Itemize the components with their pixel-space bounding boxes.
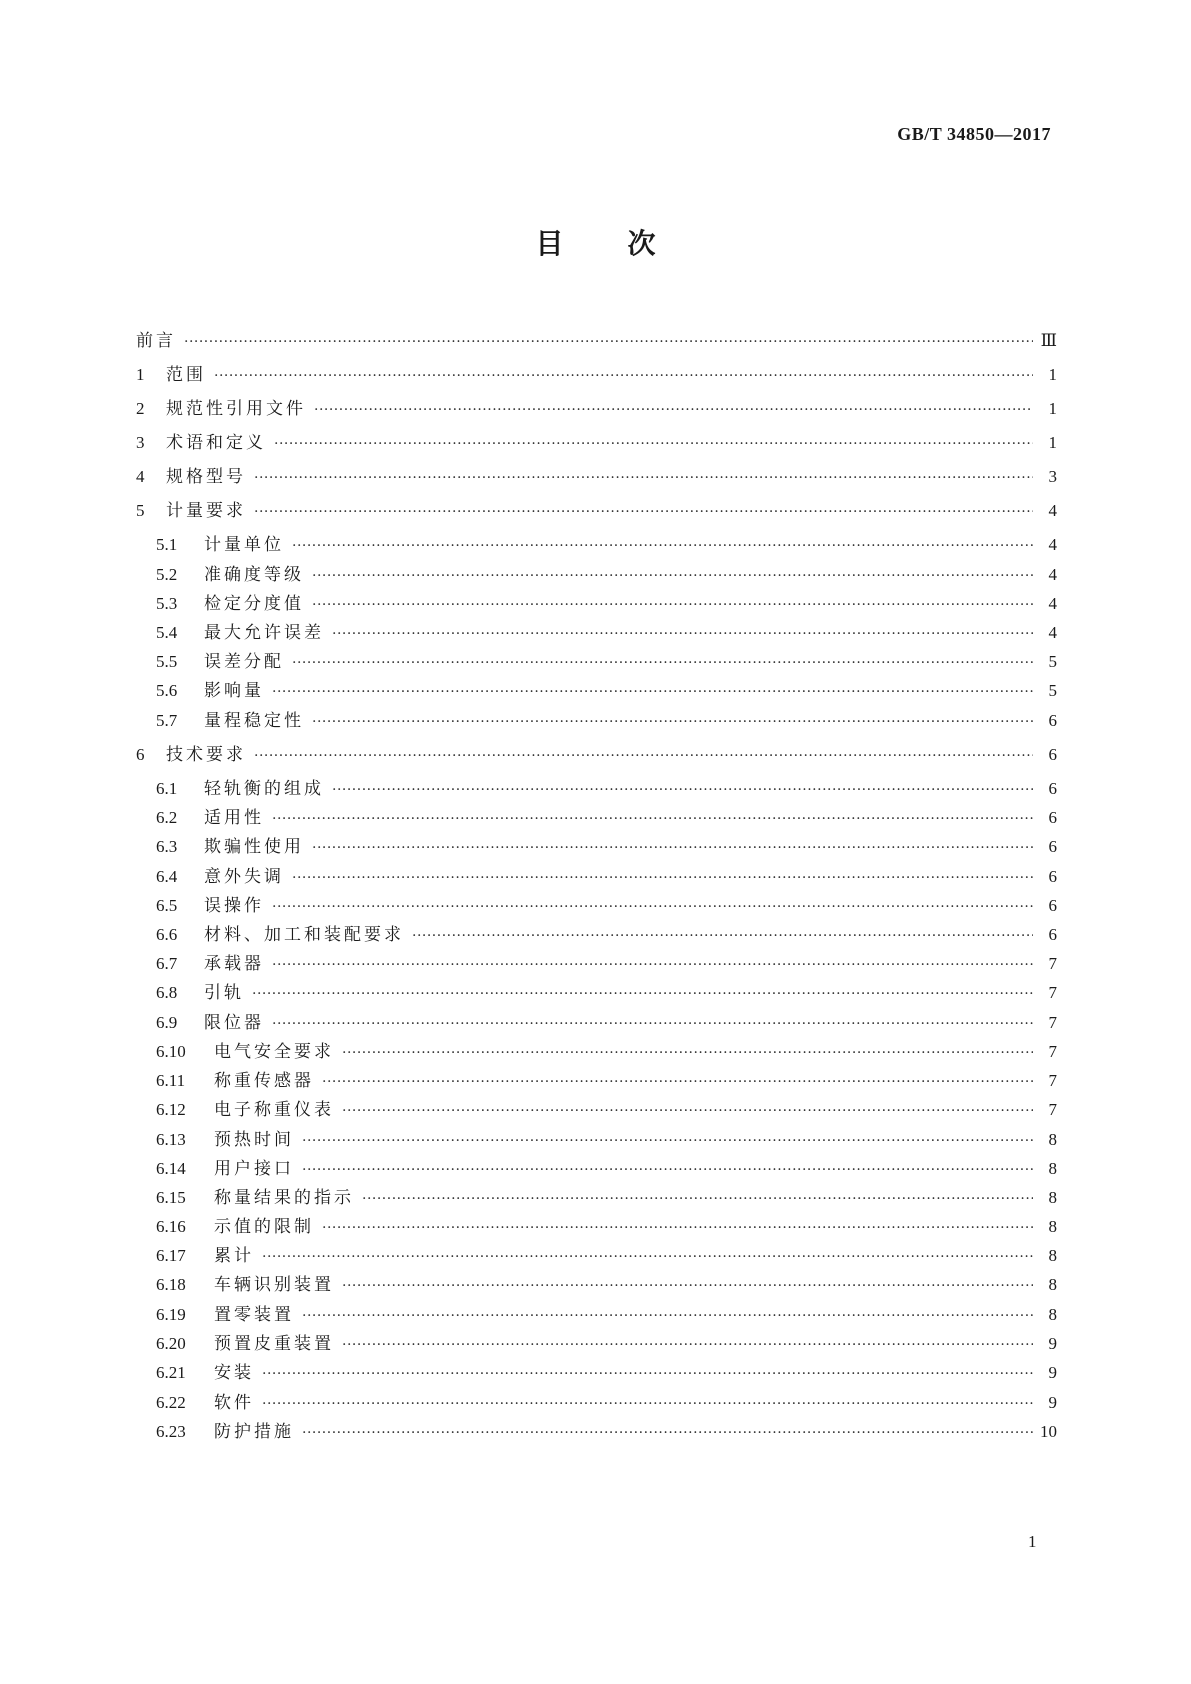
toc-entry-page: 8 [1048, 1217, 1057, 1236]
toc-entry-page: 6 [1048, 837, 1057, 856]
footer-page-number: 1 [1028, 1532, 1037, 1551]
toc-entry[interactable] [136, 1419, 1057, 1445]
toc-leader-dots [312, 563, 1033, 589]
toc-entry[interactable] [136, 362, 1057, 388]
toc-entry-number: 4 [136, 467, 145, 486]
toc-entry[interactable] [136, 1068, 1057, 1094]
toc-entry-number: 5.5 [156, 652, 178, 671]
page-title: 目次 [535, 227, 720, 260]
toc-leader-dots [314, 397, 1033, 423]
toc-entry-label: 示值的限制 [214, 1217, 314, 1237]
toc-entry[interactable] [136, 396, 1057, 422]
toc-entry-page: 7 [1048, 1100, 1057, 1119]
toc-entry[interactable] [136, 1243, 1057, 1269]
toc-leader-dots [302, 1128, 1033, 1154]
toc-entry-page: 6 [1048, 779, 1057, 798]
toc-entry-page: 6 [1048, 867, 1057, 886]
toc-leader-dots [342, 1098, 1033, 1124]
toc-entry-number: 6.13 [156, 1130, 186, 1149]
toc-entry-page: 6 [1048, 711, 1057, 730]
toc-leader-dots [312, 835, 1033, 861]
toc-entry[interactable] [136, 678, 1057, 704]
toc-entry-label: 电气安全要求 [214, 1042, 334, 1062]
toc-entry[interactable] [136, 562, 1057, 588]
toc-entry-label: 置零装置 [214, 1305, 294, 1325]
toc-entry-number: 6.20 [156, 1334, 186, 1353]
toc-leader-dots [254, 499, 1033, 525]
toc-leader-dots [214, 363, 1033, 389]
toc-entry-label: 车辆识别装置 [214, 1275, 334, 1295]
toc-entry-label: 称重传感器 [214, 1071, 314, 1091]
toc-entry-number: 6.23 [156, 1422, 186, 1441]
toc-entry[interactable] [136, 951, 1057, 977]
toc-entry[interactable] [136, 776, 1057, 802]
toc-leader-dots [272, 1011, 1033, 1037]
toc-entry-label: 最大允许误差 [204, 623, 324, 643]
toc-entry-page: 4 [1048, 565, 1057, 584]
toc-entry-number: 6.14 [156, 1159, 186, 1178]
toc-entry-label: 电子称重仪表 [214, 1100, 334, 1120]
toc-entry-label: 误操作 [204, 896, 264, 916]
toc-leader-dots [254, 465, 1033, 491]
toc-entry-label: 适用性 [204, 808, 264, 828]
toc-leader-dots [272, 806, 1033, 832]
toc-entry-label: 轻轨衡的组成 [204, 779, 324, 799]
toc-entry-page: 6 [1048, 745, 1057, 764]
toc-entry-page: 8 [1048, 1188, 1057, 1207]
toc-entry-page: 6 [1048, 925, 1057, 944]
toc-entry[interactable] [136, 1185, 1057, 1211]
toc-leader-dots [332, 777, 1033, 803]
toc-entry-page: 3 [1048, 467, 1057, 486]
toc-entry-page: 1 [1048, 365, 1057, 384]
toc-entry[interactable] [136, 834, 1057, 860]
toc-entry[interactable] [136, 805, 1057, 831]
toc-entry-number: 6.18 [156, 1275, 186, 1294]
toc-entry[interactable] [136, 620, 1057, 646]
toc-entry-number: 5.4 [156, 623, 178, 642]
toc-leader-dots [262, 1391, 1033, 1417]
toc-leader-dots [184, 329, 1033, 355]
toc-leader-dots [342, 1273, 1033, 1299]
toc-entry-page: 4 [1048, 623, 1057, 642]
toc-leader-dots [252, 981, 1033, 1007]
toc-entry-number: 6.6 [156, 925, 178, 944]
toc-entry-number: 6.21 [156, 1363, 186, 1382]
toc-entry-page: 4 [1048, 535, 1057, 554]
toc-entry[interactable] [136, 922, 1057, 948]
toc-entry-label: 前言 [136, 331, 176, 351]
toc-entry-page: 6 [1048, 808, 1057, 827]
toc-entry-number: 6.4 [156, 867, 178, 886]
toc-entry-label: 误差分配 [204, 652, 284, 672]
toc-entry[interactable] [136, 1039, 1057, 1065]
toc-entry-number: 2 [136, 399, 145, 418]
toc-entry-label: 准确度等级 [204, 565, 304, 585]
toc-entry-page: 5 [1048, 652, 1057, 671]
toc-entry-number: 6.10 [156, 1042, 186, 1061]
toc-entry-number: 6.12 [156, 1100, 186, 1119]
toc-entry[interactable] [136, 980, 1057, 1006]
toc-entry-label: 术语和定义 [166, 433, 266, 453]
toc-entry-number: 6.11 [156, 1071, 186, 1090]
toc-entry-number: 6.19 [156, 1305, 186, 1324]
toc-entry[interactable] [136, 1331, 1057, 1357]
toc-entry-number: 6.1 [156, 779, 178, 798]
toc-leader-dots [362, 1186, 1033, 1212]
toc-entry[interactable] [136, 532, 1057, 558]
toc-entry-label: 防护措施 [214, 1422, 294, 1442]
toc-entry-number: 6.3 [156, 837, 178, 856]
toc-entry-page: 8 [1048, 1305, 1057, 1324]
toc-leader-dots [292, 865, 1033, 891]
toc-entry-page: 7 [1048, 983, 1057, 1002]
toc-entry-number: 6.9 [156, 1013, 178, 1032]
toc-entry-number: 5.3 [156, 594, 178, 613]
toc-entry-number: 1 [136, 365, 145, 384]
toc-entry-page: 6 [1048, 896, 1057, 915]
toc-entry-label: 影响量 [204, 681, 264, 701]
toc-entry-page: 8 [1048, 1246, 1057, 1265]
toc-entry-number: 6.17 [156, 1246, 186, 1265]
toc-entry[interactable] [136, 893, 1057, 919]
toc-leader-dots [322, 1215, 1033, 1241]
toc-entry-label: 欺骗性使用 [204, 837, 304, 857]
toc-leader-dots [412, 923, 1033, 949]
standard-code: GB/T 34850—2017 [897, 124, 1051, 144]
toc-leader-dots [302, 1303, 1033, 1329]
toc-entry-page: 9 [1048, 1363, 1057, 1382]
toc-entry-label: 计量要求 [166, 501, 246, 521]
toc-entry-page: 7 [1048, 1071, 1057, 1090]
toc-entry-page: 7 [1048, 954, 1057, 973]
toc-entry-number: 6 [136, 745, 145, 764]
toc-entry[interactable] [136, 708, 1057, 734]
toc-entry-label: 安装 [214, 1363, 254, 1383]
toc-entry-page: 4 [1048, 501, 1057, 520]
toc-leader-dots [254, 743, 1033, 769]
toc-entry-page: 8 [1048, 1130, 1057, 1149]
toc-entry-page: 7 [1048, 1013, 1057, 1032]
toc-leader-dots [342, 1040, 1033, 1066]
toc-entry[interactable] [136, 1156, 1057, 1182]
toc-entry-label: 技术要求 [166, 745, 246, 765]
toc-entry-number: 6.5 [156, 896, 178, 915]
toc-entry[interactable] [136, 1010, 1057, 1036]
toc-leader-dots [322, 1069, 1033, 1095]
toc-entry-label: 用户接口 [214, 1159, 294, 1179]
toc-entry-number: 6.8 [156, 983, 178, 1002]
toc-entry-label: 软件 [214, 1393, 254, 1413]
toc-entry[interactable] [136, 1272, 1057, 1298]
toc-entry-page: 7 [1048, 1042, 1057, 1061]
toc-entry-label: 计量单位 [204, 535, 284, 555]
toc-entry-label: 预置皮重装置 [214, 1334, 334, 1354]
toc-entry[interactable] [136, 591, 1057, 617]
toc-entry[interactable] [136, 742, 1057, 768]
toc-entry-page: 9 [1048, 1334, 1057, 1353]
toc-entry-number: 5.6 [156, 681, 178, 700]
toc-leader-dots [272, 952, 1033, 978]
toc-entry-label: 范围 [166, 365, 206, 385]
toc-leader-dots [262, 1361, 1033, 1387]
toc-entry-label: 称量结果的指示 [214, 1188, 354, 1208]
toc-entry-label: 限位器 [204, 1013, 264, 1033]
toc-entry-number: 5.1 [156, 535, 178, 554]
toc-entry-label: 承载器 [204, 954, 264, 974]
toc-leader-dots [302, 1420, 1033, 1446]
toc-entry-page: 1 [1048, 433, 1057, 452]
toc-leader-dots [272, 894, 1033, 920]
toc-entry-page: 10 [1040, 1422, 1057, 1441]
toc-entry[interactable] [136, 1302, 1057, 1328]
toc-entry[interactable] [136, 1390, 1057, 1416]
toc-entry-label: 量程稳定性 [204, 711, 304, 731]
toc-entry[interactable] [136, 1097, 1057, 1123]
toc-entry-number: 6.15 [156, 1188, 186, 1207]
toc-entry[interactable] [136, 864, 1057, 890]
toc-entry-number: 5.2 [156, 565, 178, 584]
toc-entry[interactable] [136, 464, 1057, 490]
toc-entry[interactable] [136, 1127, 1057, 1153]
toc-entry-label: 检定分度值 [204, 594, 304, 614]
toc-entry-label: 材料、加工和装配要求 [204, 925, 404, 945]
toc-entry-page: 8 [1048, 1159, 1057, 1178]
toc-entry[interactable] [136, 328, 1057, 354]
toc-entry[interactable] [136, 1214, 1057, 1240]
toc-entry-label: 累计 [214, 1246, 254, 1266]
toc-entry-page: 4 [1048, 594, 1057, 613]
toc-leader-dots [302, 1157, 1033, 1183]
toc-entry-number: 6.2 [156, 808, 178, 827]
toc-entry[interactable] [136, 430, 1057, 456]
toc-leader-dots [292, 650, 1033, 676]
toc-leader-dots [292, 533, 1033, 559]
toc-entry-number: 3 [136, 433, 145, 452]
toc-entry[interactable] [136, 1360, 1057, 1386]
toc-entry-number: 5 [136, 501, 145, 520]
toc-leader-dots [262, 1244, 1033, 1270]
toc-leader-dots [312, 592, 1033, 618]
toc-entry-number: 6.16 [156, 1217, 186, 1236]
toc-leader-dots [272, 679, 1033, 705]
toc-entry-page: 9 [1048, 1393, 1057, 1412]
toc-entry-number: 6.22 [156, 1393, 186, 1412]
toc-entry-page: Ⅲ [1040, 331, 1057, 350]
toc-entry-label: 预热时间 [214, 1130, 294, 1150]
toc-entry[interactable] [136, 498, 1057, 524]
toc-leader-dots [342, 1332, 1033, 1358]
toc-entry-label: 意外失调 [204, 867, 284, 887]
toc-entry-label: 引轨 [204, 983, 244, 1003]
toc-entry-label: 规范性引用文件 [166, 399, 306, 419]
toc-entry-label: 规格型号 [166, 467, 246, 487]
toc-entry[interactable] [136, 649, 1057, 675]
toc-leader-dots [274, 431, 1033, 457]
toc-leader-dots [312, 709, 1033, 735]
toc-entry-number: 5.7 [156, 711, 178, 730]
toc-entry-page: 1 [1048, 399, 1057, 418]
toc-entry-page: 5 [1048, 681, 1057, 700]
toc-entry-number: 6.7 [156, 954, 178, 973]
toc-entry-page: 8 [1048, 1275, 1057, 1294]
toc-leader-dots [332, 621, 1033, 647]
